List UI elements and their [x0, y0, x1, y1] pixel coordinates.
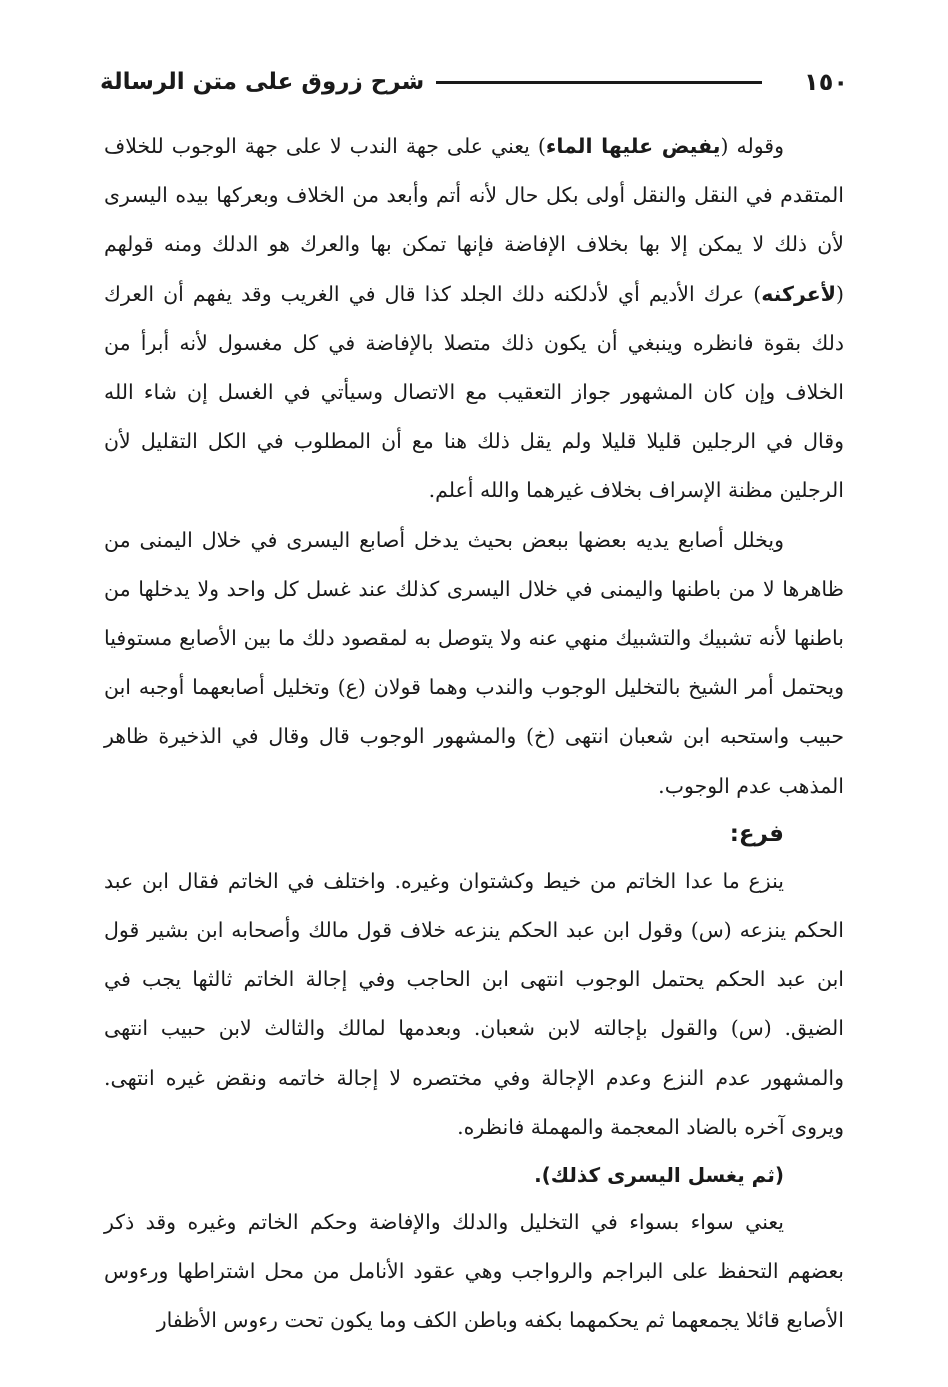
paragraph-3: ينزع ما عدا الخاتم من خيط وكشتوان وغيره. واختلف في الخاتم فقال ابن عبد الحكم ينزعه (س) وقول ابن عبد الحكم ينزعه خلاف قول مالك وأصحابه ابن بشير قول ابن عبد الحكم يحتمل الوجوب انتهى ابن الحاجب وفي إجالة الخاتم ثالثها يجب في الضيق. (س) والقول بإجالته لابن شعبان. وبعدمها لمالك والثالث لابن حبيب انتهى والمشهور عدم النزع وعدم الإجالة وفي مختصره لا إجالة خاتمه ونقض غيره انتهى. ويروى آخره بالضاد المعجمة والمهملة فانظره. — [104, 868, 844, 1139]
paragraph-1-intro: وقوله ( — [720, 134, 785, 158]
section-heading-far: فرع: — [729, 820, 784, 847]
paragraph-1-body: ) يعني على جهة الندب لا على جهة الوجوب للخلاف المتقدم في النقل والنقل أولى بكل حال لأنه أتم وأبعد من الخلاف وبعركها بيده اليسرى لأن ذلك لا يمكن إلا بها بخلاف الإفاضة فإنها تمكن بها والعرك هو الدلك ومنه قولهم ( — [104, 134, 844, 306]
matn-subheading: (ثم يغسل اليسرى كذلك). — [534, 1163, 784, 1188]
header-rule — [436, 81, 762, 84]
paragraph-2: ويخلل أصابع يديه بعضها ببعض بحيث يدخل أصابع اليسرى في خلال اليمنى من ظاهرها لا من باطنها واليمنى في خلال اليسرى كذلك عند غسل كل واحد ولا يدخلها من باطنها لأنه تشبيك والتشبيك منهي عنه ولا يتوصل به لمقصود دلك ما بين الأصابع مستوفيا ويحتمل أمر الشيخ بالتخليل الوجوب والندب وهما قولان (ع) وتخليل أصابعهما أوجبه ابن حبيب واستحبه ابن شعبان انتهى (خ) والمشهور الوجوب قال وقال في الذخيرة ظاهر المذهب عدم الوجوب. — [104, 527, 844, 798]
paragraph-1-tail: ) عرك الأديم أي لأدلكنه دلك الجلد كذا قال في الغريب وقد يفهم أن العرك دلك بقوة فانظره وينبغي أن يكون ذلك متصلا بالإفاضة في كل مغسول لأنه أبرأ من الخلاف وإن كان المشهور جواز التعقيب مع الاتصال وسيأتي في الغسل إن شاء الله وقال في الرجلين قليلا قليلا ولم يقل ذلك هنا مع أن المطلوب في الكل التقليل لأن الرجلين مظنة الإسراف بخلاف غيرهما والله أعلم. — [104, 281, 844, 503]
running-title: شرح زروق على متن الرسالة — [100, 69, 425, 95]
page-number: ١٥٠ — [804, 68, 848, 96]
paragraph-1 — [104, 122, 844, 516]
page-body — [104, 122, 844, 1346]
paragraph-4: يعني سواء بسواء في التخليل والدلك والإفاضة وحكم الخاتم وغيره وقد ذكر بعضهم التحفظ على البراجم والرواجب وهي عقود الأنامل من محل اشتراطها ورءوس الأصابع قائلا يجمعهما ثم يحكمهما بكفه وباطن الكف وما يكون تحت رءوس الأظفار — [104, 1210, 844, 1333]
quoted-matn-text: يفيض عليها الماء — [545, 134, 721, 158]
quoted-word: لأعركنه — [761, 281, 836, 306]
page-header — [100, 62, 848, 102]
